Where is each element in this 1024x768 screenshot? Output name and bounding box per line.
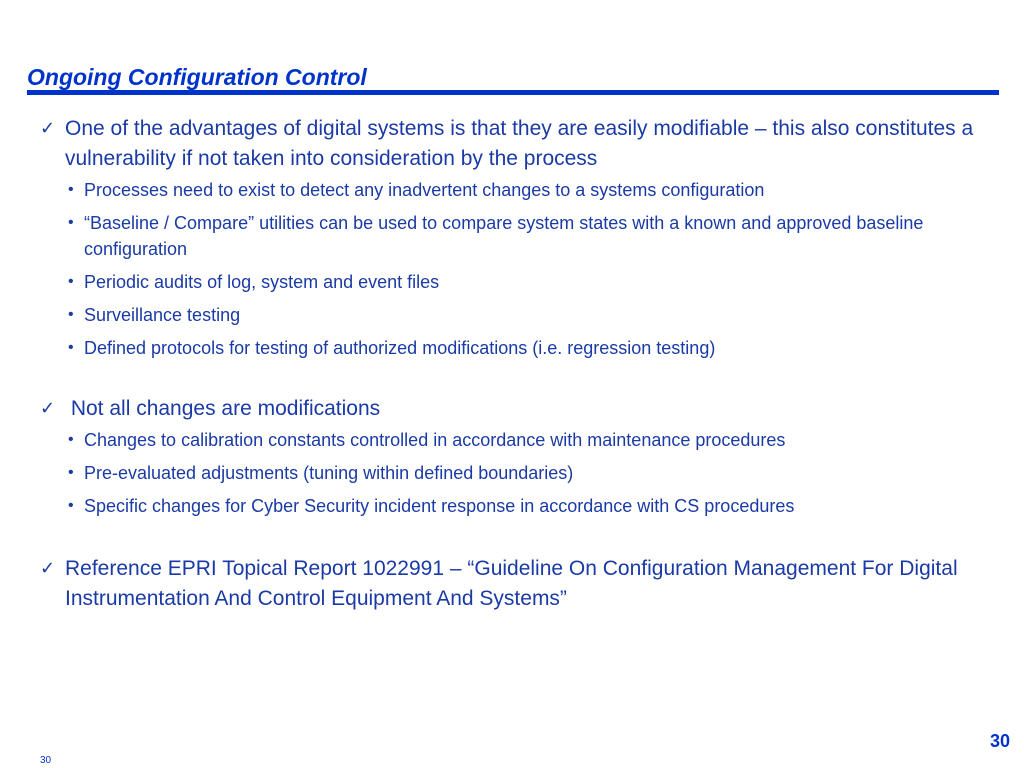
sub-bullet-text: Defined protocols for testing of authorized modifications (i.e. regression testing) [84,338,716,358]
title-area [27,62,999,92]
spacer [40,526,990,554]
sub-bullet-list [40,427,990,519]
bullet-epri-reference [40,554,990,614]
bullet-dot-icon: • [68,214,74,231]
bullet-dot-icon: • [68,431,74,448]
bullet-text: Reference EPRI Topical Report 1022991 – “Guideline On Configuration Management For Digital Instrumentation And Control Equipment And Systems” [65,557,958,610]
checkmark-icon: ✓ [40,118,56,139]
slide-title: Ongoing Configuration Control [27,64,367,90]
sub-bullet-text: “Baseline / Compare” utilities can be used to compare system states with a known and approved baseline configuration [84,213,924,259]
sub-bullet-text: Changes to calibration constants controlled in accordance with maintenance procedures [84,430,786,450]
sub-bullet [40,177,990,203]
bullet-dot-icon: • [68,339,74,356]
bullet-dot-icon: • [68,273,74,290]
bullet-not-all-changes [40,394,990,424]
bullet-text: Not all changes are modifications [65,397,381,420]
checkmark-icon: ✓ [40,398,56,419]
sub-bullet-list [40,177,990,361]
sub-bullet [40,493,990,519]
bullet-dot-icon: • [68,497,74,514]
sub-bullet-text: Surveillance testing [84,305,241,325]
bullet-digital-systems [40,114,990,174]
checkmark-icon: ✓ [40,558,56,579]
sub-bullet [40,210,990,262]
sub-bullet-text: Specific changes for Cyber Security incident response in accordance with CS procedures [84,496,795,516]
sub-bullet [40,460,990,486]
footer-page-number: 30 [40,755,52,766]
slide-page-number: 30 [989,731,1010,751]
sub-bullet [40,427,990,453]
bullet-dot-icon: • [68,306,74,323]
sub-bullet-text: Processes need to exist to detect any inadvertent changes to a systems configuration [84,180,765,200]
bullet-dot-icon: • [68,464,74,481]
sub-bullet [40,269,990,295]
spacer [40,368,990,394]
sub-bullet [40,302,990,328]
title-underline-rule [27,90,999,95]
bullet-text: One of the advantages of digital systems is that they are easily modifiable – this also constitutes a vulnerability if not taken into consideration by the process [65,117,974,170]
sub-bullet [40,335,990,361]
sub-bullet-text: Periodic audits of log, system and event files [84,272,440,292]
slide-content [40,114,990,614]
bullet-dot-icon: • [68,181,74,198]
sub-bullet-text: Pre-evaluated adjustments (tuning within defined boundaries) [84,463,574,483]
